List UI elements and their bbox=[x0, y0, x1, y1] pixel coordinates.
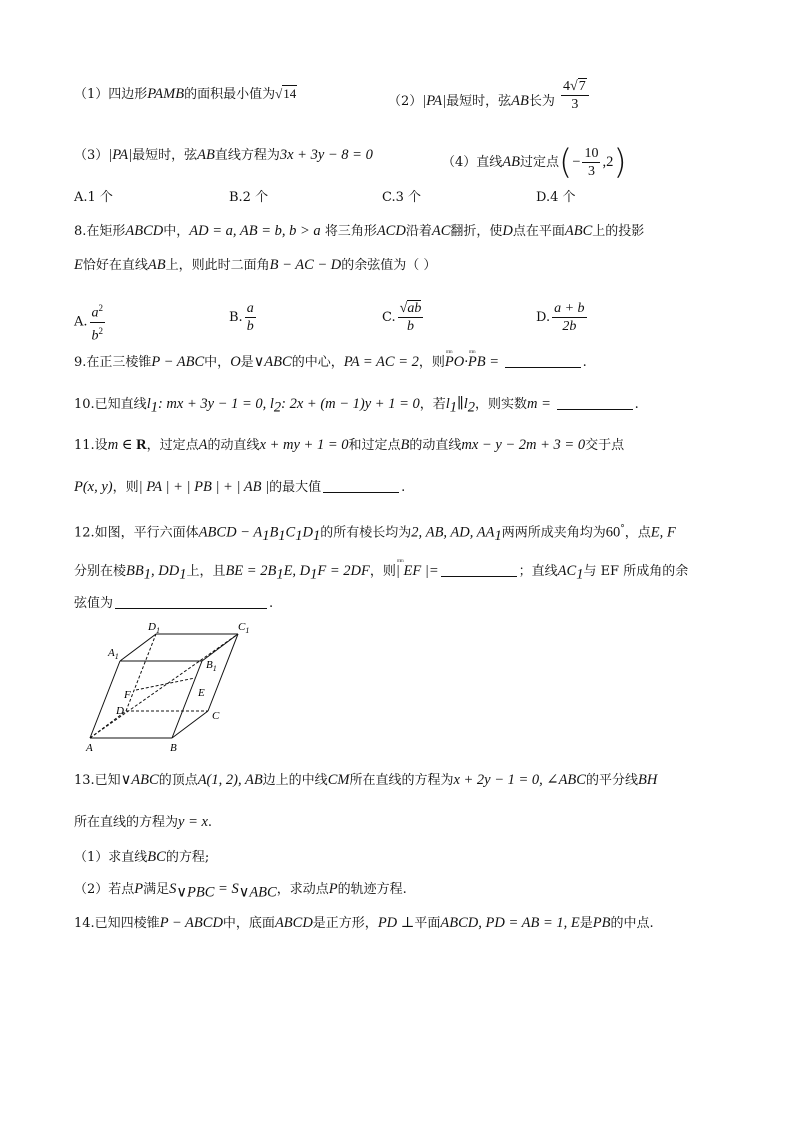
q13-line-1: 13.已知∨ABC的顶点A(1, 2), AB边上的中线CM所在直线的方程为x + 2y − 1 = 0, ∠ABC的平分线BH bbox=[74, 772, 658, 788]
answer-blank bbox=[557, 395, 633, 410]
fraction: $\frac{4√7}{3}$ bbox=[561, 78, 589, 113]
q10-question: 10.已知直线$l_1$: mx + 3y − 1 = 0, $l_2$: 2x + (m − 1)y + 1 = 0，若$l_1\parallel l_2$，则实数m = . bbox=[74, 396, 639, 416]
q9-question: 9.在正三棱锥P − ABC中，O是∨ABC的中心，PA = AC = 2，则ᵐᵐ PO·ᵐᵐ PB = . bbox=[74, 352, 587, 373]
label-b1: $B_1$ bbox=[206, 659, 217, 673]
q8-line-2: E恰好在直线AB上，则此时二面角B − AC − D的余弦值为（ ） bbox=[74, 257, 437, 273]
q11-line-1: 11.设m ∈ R，过定点A的动直线x + my + 1 = 0和过定点B的动直线mx − y − 2m + 3 = 0交于点 bbox=[74, 437, 625, 453]
q7-option-a: A.1 个 bbox=[74, 190, 113, 205]
fraction: $\frac{a + b}{2b}$ bbox=[554, 301, 585, 334]
label-d1: $D_1$ bbox=[148, 621, 160, 635]
q8-option-a: A. $\frac{a^2}{b^2}$ bbox=[74, 300, 107, 344]
answer-blank bbox=[441, 562, 517, 577]
q11-line-2: P(x, y)，则| PA | + | PB | + | AB |的最大值 . bbox=[74, 479, 406, 495]
q12-line-1: 12.如图，平行六面体ABCD − $A_1B_1C_1D_1$的所有棱长均为2, AB, AD, $AA_1$两两所成夹角均为60°，点E, F bbox=[74, 524, 676, 544]
answer-blank bbox=[115, 594, 267, 609]
q7-statement-4: （4）直线AB过定点(− $\frac{10}{3}$ ,2) bbox=[442, 142, 627, 183]
label-b: B bbox=[170, 742, 177, 754]
q13-sub-2: （2）若点P满足$S_{\vee PBC} = S_{\vee ABC}$，求动点P的轨迹方程. bbox=[74, 881, 407, 901]
q12-line-3: 弦值为 . bbox=[74, 596, 274, 611]
q7-option-c: C.3 个 bbox=[382, 190, 422, 205]
label-e: E bbox=[198, 687, 205, 699]
label-a: A bbox=[86, 742, 93, 754]
q8-option-d: D. $\frac{a + b}{2b}$ bbox=[536, 301, 585, 334]
label-c: C bbox=[212, 710, 220, 722]
q13-line-2: 所在直线的方程为y = x. bbox=[74, 814, 213, 830]
fraction: $\frac{a^2}{b^2}$ bbox=[90, 300, 106, 344]
q8-option-b: B. $\frac{a}{b}$ bbox=[229, 301, 254, 334]
answer-blank bbox=[323, 478, 399, 493]
parallelepiped-figure bbox=[82, 618, 272, 758]
q7-option-d: D.4 个 bbox=[536, 190, 576, 205]
q7-statement-3: （3）|PA|最短时，弦AB直线方程为3x + 3y − 8 = 0 bbox=[74, 147, 373, 163]
q14-question: 14.已知四棱锥P − ABCD中，底面ABCD是正方形，PD ⊥平面ABCD, PD = AB = 1, E是PB的中点. bbox=[74, 915, 654, 931]
label-c1: $C_1$ bbox=[238, 621, 250, 635]
q12-line-2: 分别在棱$BB_1$, $DD_1$上，且BE = $2B_1E$, $D_1F = 2DF$，则ᵐᵐ | EF |= ；直线$AC_1$与 EF 所成角的余 bbox=[74, 561, 688, 585]
fraction: $\frac{10}{3}$ bbox=[584, 146, 599, 179]
q7-statement-1: （1）四边形PAMB的面积最小值为√14 bbox=[74, 86, 297, 102]
label-d: D bbox=[116, 705, 124, 717]
q13-sub-1: （1）求直线BC的方程; bbox=[74, 849, 210, 865]
label-f: F bbox=[124, 689, 131, 701]
q8-line-1: 8.在矩形ABCD中，AD = a, AB = b, b > a 将三角形ACD沿着AC翻折，使D点在平面ABC上的投影 bbox=[74, 223, 645, 239]
q8-option-c: C. $\frac{√ab}{b}$ bbox=[382, 301, 422, 334]
sqrt-expression: √14 bbox=[275, 86, 297, 101]
fraction: $\frac{√ab}{b}$ bbox=[399, 301, 422, 334]
q7-statement-2: （2）|PA|最短时，弦AB长为 $\frac{4√7}{3}$ bbox=[388, 84, 591, 119]
answer-blank bbox=[505, 353, 581, 368]
fraction: $\frac{a}{b}$ bbox=[246, 301, 254, 334]
label-a1: $A_1$ bbox=[108, 647, 119, 661]
q7-option-b: B.2 个 bbox=[229, 190, 269, 205]
